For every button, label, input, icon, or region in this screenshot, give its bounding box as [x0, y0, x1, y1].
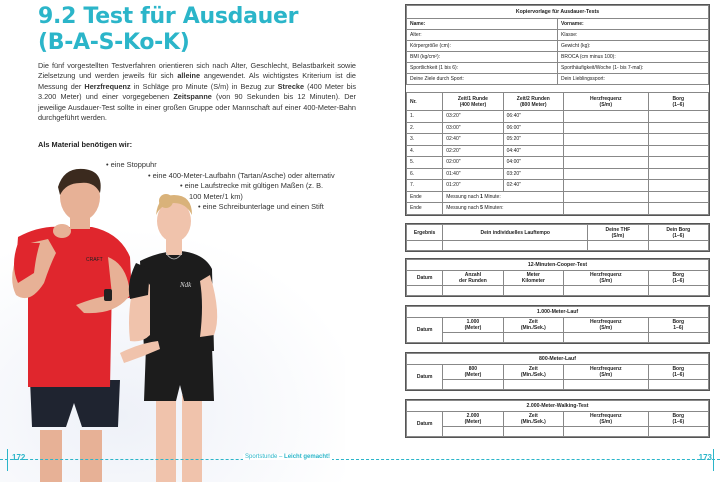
ergebnis-cell[interactable] — [648, 241, 708, 251]
walking-cell[interactable] — [443, 427, 503, 437]
shirt-logo: CRAFT — [86, 257, 103, 263]
lauf-1000-cell[interactable] — [564, 333, 649, 343]
col-nr: Nr. — [407, 93, 443, 111]
footer-tick-right — [713, 449, 714, 471]
lap-borg-cell[interactable] — [648, 122, 708, 134]
lap-time-400: 02:00" — [443, 157, 503, 169]
book-title — [243, 454, 332, 460]
intro-bold: Herzfrequenz — [84, 81, 131, 91]
col-distance: 1.000 (Meter) — [443, 318, 503, 333]
table-row — [407, 111, 709, 123]
lap-hf-cell[interactable] — [564, 180, 649, 192]
col-ergebnis: Ergebnis — [407, 225, 443, 241]
col-distance: 800 (Meter) — [443, 365, 503, 380]
material-item: • eine Stoppuhr — [106, 160, 157, 169]
intro-text: angewendet. Als wichtigstes Kriterium ist die Messung der — [38, 71, 356, 91]
col-runden: Anzahl der Runden — [443, 271, 503, 286]
cooper-cell[interactable] — [648, 286, 708, 296]
end-hf-cell[interactable] — [564, 191, 649, 203]
lap-hf-cell[interactable] — [564, 168, 649, 180]
lauf-800-cell[interactable] — [443, 380, 503, 390]
field-gewicht[interactable]: Gewicht (kg): — [558, 41, 709, 52]
col-distance: 2.000 (Meter) — [443, 412, 503, 427]
personal-data-table — [406, 5, 709, 85]
intro-text: in Schläge pro Minute (S/m) in Bezug zur — [130, 81, 278, 91]
intro-paragraph — [38, 61, 356, 123]
col-herzfrequenz: Herzfrequenz (S/m) — [564, 318, 649, 333]
end-label: Ende — [407, 203, 443, 215]
col-borg: Borg (1–6) — [648, 365, 708, 380]
cooper-cell[interactable] — [407, 286, 443, 296]
material-item: • eine Schreibunterlage und einen Stift — [198, 202, 324, 212]
end-text: Messung nach — [446, 193, 481, 200]
cooper-cell[interactable] — [564, 286, 649, 296]
walking-cell[interactable] — [648, 427, 708, 437]
book-title-pre: Sportstunde – — [245, 454, 285, 460]
lauf-1000-cell[interactable] — [503, 333, 563, 343]
cooper-cell[interactable] — [443, 286, 503, 296]
field-vorname[interactable]: Vorname: — [558, 19, 709, 30]
table-row — [407, 203, 709, 215]
walking-title: 2.000-Meter-Walking-Test — [407, 401, 709, 412]
lauf-800-cell[interactable] — [564, 380, 649, 390]
field-sportlichkeit[interactable]: Sportlichkeit (1 bis 6): — [407, 63, 558, 74]
lap-borg-cell[interactable] — [648, 157, 708, 169]
end-measure-1 — [443, 191, 564, 203]
field-name[interactable]: Name: — [407, 19, 558, 30]
col-zeit-1-runde: Zeit/1 Runde (400 Meter) — [443, 93, 503, 111]
col-herzfrequenz: Herzfrequenz (S/m) — [564, 271, 649, 286]
cooper-cell[interactable] — [503, 286, 563, 296]
field-koerpergroesse[interactable]: Körpergröße (cm): — [407, 41, 558, 52]
lap-time-400: 01:20" — [443, 180, 503, 192]
material-item: 100 Meter/1 km) — [189, 191, 243, 201]
table-row — [407, 180, 709, 192]
col-datum: Datum — [407, 365, 443, 390]
end-text: Messung nach — [446, 205, 481, 212]
lauf-1000-table — [406, 306, 709, 343]
end-text: Minuten: — [482, 205, 504, 212]
end-label: Ende — [407, 191, 443, 203]
col-zeit-2-runden: Zeit/2 Runden (800 Meter) — [503, 93, 563, 111]
walking-table — [406, 400, 709, 437]
book-title-bold: Leicht gemacht! — [284, 454, 331, 460]
lap-hf-cell[interactable] — [564, 111, 649, 123]
page-number-right: 173 — [698, 453, 712, 462]
walking-form — [405, 399, 710, 438]
laps-table — [406, 92, 709, 215]
field-bmi[interactable]: BMI (kg/cm²): — [407, 52, 558, 63]
col-borg: Borg (1–6) — [648, 93, 708, 111]
material-item: • eine 400-Meter-Laufbahn (Tartan/Asche) oder alternativ — [148, 170, 335, 180]
intro-text: (von 90 Sekunden bis 12 Minuten). Der jeweilige Ausdauer-Test sollte in einer großen Gruppe oder Mannschaft auf einer 400-Meter-Bahn durchgeführt werden. — [38, 92, 356, 123]
lap-hf-cell[interactable] — [564, 122, 649, 134]
col-thf: Deine THF (S/m) — [588, 225, 648, 241]
lap-time-400: 03:00" — [443, 122, 503, 134]
page-number-left: 172 — [12, 453, 26, 462]
lap-time-800: 02:40" — [503, 180, 563, 192]
lap-time-800: 06:00" — [503, 122, 563, 134]
col-lauftempo: Dein individuelles Lauftempo — [443, 225, 588, 241]
lap-time-400: 02:40" — [443, 134, 503, 146]
lap-time-800: 04:00" — [503, 157, 563, 169]
kopiervorlage-form — [405, 4, 710, 216]
lap-time-400: 03:20" — [443, 111, 503, 123]
table-row — [407, 134, 709, 146]
field-ziele[interactable]: Deine Ziele durch Sport: — [407, 74, 558, 85]
footer-tick-left — [7, 449, 8, 471]
lauf-800-table — [406, 353, 709, 390]
col-meter: Meter Kilometer — [503, 271, 563, 286]
footer-dashed-line — [0, 459, 720, 460]
ergebnis-table — [406, 224, 709, 251]
col-herzfrequenz: Herzfrequenz (S/m) — [564, 365, 649, 380]
table-row — [407, 191, 709, 203]
field-broca[interactable]: BROCA (cm minus 100): — [558, 52, 709, 63]
col-herzfrequenz: Herzfrequenz (S/m) — [564, 412, 649, 427]
shirt-text: Ndk — [180, 281, 192, 289]
field-lieblingssport[interactable]: Dein Lieblingssport: — [558, 74, 709, 85]
lap-time-400: 01:40" — [443, 168, 503, 180]
lap-borg-cell[interactable] — [648, 111, 708, 123]
table-row — [407, 168, 709, 180]
lap-hf-cell[interactable] — [564, 134, 649, 146]
athletes-photo — [0, 165, 345, 482]
col-borg: Borg (1–6) — [648, 271, 708, 286]
col-zeit: Zeit (Min./Sek.) — [503, 365, 563, 380]
end-borg-cell[interactable] — [648, 203, 708, 215]
end-text: Minute: — [482, 193, 501, 200]
ergebnis-cell[interactable] — [407, 241, 443, 251]
walking-cell[interactable] — [503, 427, 563, 437]
material-item: • eine Laufstrecke mit gültigen Maßen (z. B. — [180, 181, 324, 191]
lap-time-800: 06:40" — [503, 111, 563, 123]
title-line-2: (B-A-S-Ko-K) — [38, 30, 190, 55]
lap-hf-cell[interactable] — [564, 157, 649, 169]
col-datum: Datum — [407, 271, 443, 286]
table-row — [407, 145, 709, 157]
intro-text: (400 Meter bis 3.200 Meter) und einer vorgegebenen — [38, 81, 356, 102]
ergebnis-cell[interactable] — [443, 241, 588, 251]
col-borg: Borg 1–6) — [648, 318, 708, 333]
lauf-1000-cell[interactable] — [648, 333, 708, 343]
lap-borg-cell[interactable] — [648, 145, 708, 157]
walking-cell[interactable] — [564, 427, 649, 437]
lap-time-800: 05:20" — [503, 134, 563, 146]
intro-text: Die fünf vorgestellten Testverfahren orientieren sich nach Alter, Geschlecht, Belastbarkeit sowie Zielsetzung und werden jeweils für sich — [38, 61, 356, 81]
cooper-form — [405, 258, 710, 297]
cooper-title: 12-Minuten-Cooper-Test — [407, 260, 709, 271]
col-herzfrequenz: Herzfrequenz (S/m) — [564, 93, 649, 111]
title-line-1: 9.2 Test für Ausdauer — [38, 4, 299, 29]
end-measure-5 — [443, 203, 564, 215]
end-borg-cell[interactable] — [648, 191, 708, 203]
lap-hf-cell[interactable] — [564, 145, 649, 157]
lap-nr: 7. — [407, 180, 443, 192]
col-zeit: Zeit (Min./Sek.) — [503, 318, 563, 333]
end-number: 1 — [480, 193, 483, 200]
end-hf-cell[interactable] — [564, 203, 649, 215]
lauf-800-cell[interactable] — [648, 380, 708, 390]
lap-time-800: 03:20" — [503, 168, 563, 180]
field-alter[interactable]: Alter: — [407, 30, 558, 41]
lap-borg-cell[interactable] — [648, 180, 708, 192]
table-row — [407, 157, 709, 169]
intro-bold: alleine — [177, 71, 201, 81]
material-heading: Als Material benötigen wir: — [38, 140, 133, 149]
field-sporthaeufigkeit[interactable]: Sporthäufigkeit/Woche (1- bis 7-mal): — [558, 63, 709, 74]
lauf-1000-cell[interactable] — [443, 333, 503, 343]
lap-nr: 3. — [407, 134, 443, 146]
ergebnis-form — [405, 223, 710, 252]
intro-bold: Strecke — [277, 81, 305, 91]
lauf-800-cell[interactable] — [503, 380, 563, 390]
lauf-1000-title: 1.000-Meter-Lauf — [407, 307, 709, 318]
lap-nr: 2. — [407, 122, 443, 134]
col-datum: Datum — [407, 412, 443, 437]
col-borg: Dein Borg (1–6) — [648, 225, 708, 241]
lap-nr: 1. — [407, 111, 443, 123]
end-number: 5 — [480, 205, 483, 212]
form-title: Kopiervorlage für Ausdauer-Tests — [407, 6, 709, 19]
lap-borg-cell[interactable] — [648, 134, 708, 146]
lap-nr: 5. — [407, 157, 443, 169]
col-borg: Borg (1–6) — [648, 412, 708, 427]
table-row — [407, 122, 709, 134]
lap-time-800: 04:40" — [503, 145, 563, 157]
lap-borg-cell[interactable] — [648, 168, 708, 180]
col-datum: Datum — [407, 318, 443, 343]
field-klasse[interactable]: Klasse: — [558, 30, 709, 41]
ergebnis-cell[interactable] — [588, 241, 648, 251]
lauf-800-title: 800-Meter-Lauf — [407, 354, 709, 365]
page-title — [38, 4, 298, 56]
col-zeit: Zeit (Min./Sek.) — [503, 412, 563, 427]
lap-nr: 6. — [407, 168, 443, 180]
intro-bold: Zeitspanne — [173, 92, 212, 102]
lap-time-400: 02:20" — [443, 145, 503, 157]
cooper-table — [406, 259, 709, 296]
lauf-800-form — [405, 352, 710, 391]
lauf-1000-form — [405, 305, 710, 344]
lap-nr: 4. — [407, 145, 443, 157]
